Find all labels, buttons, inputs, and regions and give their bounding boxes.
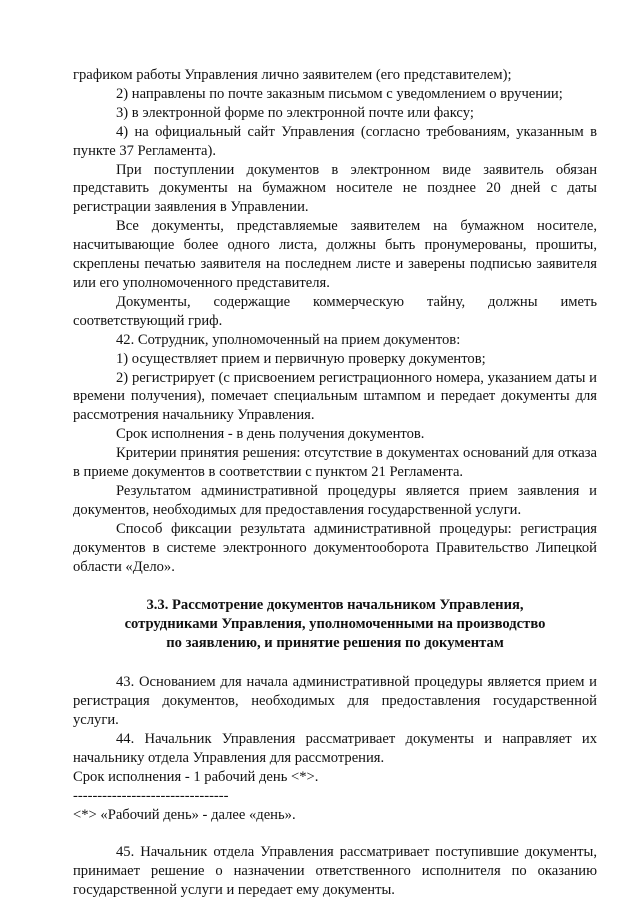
paragraph: При поступлении документов в электронном виде заявитель обязан представить документы на бумажном носителе не позднее 20 дней с даты регистрации заявления в Управлении. bbox=[73, 161, 597, 216]
paragraph: 4) на официальный сайт Управления (согласно требованиям, указанным в пункте 37 Регламента). bbox=[73, 123, 597, 159]
footnote-separator: -------------------------------- bbox=[73, 787, 229, 804]
document-page bbox=[73, 66, 597, 900]
paragraph: Срок исполнения - в день получения документов. bbox=[116, 426, 425, 443]
spacer bbox=[73, 576, 597, 596]
spacer bbox=[73, 824, 597, 843]
paragraph: 42. Сотрудник, уполномоченный на прием документов: bbox=[116, 331, 461, 348]
section-heading bbox=[73, 596, 597, 653]
paragraph: Способ фиксации результата административной процедуры: регистрация документов в системе электронного документооборота Правительство Липецкой области «Дело». bbox=[73, 520, 597, 575]
paragraph: 44. Начальник Управления рассматривает документы и направляет их начальнику отдела Управления для рассмотрения. bbox=[73, 730, 597, 766]
spacer bbox=[73, 653, 597, 673]
footnote: <*> «Рабочий день» - далее «день». bbox=[73, 806, 296, 823]
paragraph: 2) направлены по почте заказным письмом с уведомлением о вручении; bbox=[116, 85, 563, 102]
heading-line: по заявлению, и принятие решения по документам bbox=[166, 635, 504, 652]
paragraph: Срок исполнения - 1 рабочий день <*>. bbox=[73, 768, 319, 785]
paragraph: графиком работы Управления лично заявителем (его представителем); bbox=[73, 67, 512, 83]
heading-line: сотрудниками Управления, уполномоченными на производство bbox=[124, 616, 546, 633]
paragraph: Результатом административной процедуры является прием заявления и документов, необходимых для предоставления государственной услуги. bbox=[73, 482, 597, 518]
paragraph: 45. Начальник отдела Управления рассматривает поступившие документы, принимает решение о назначении ответственного исполнителя по оказанию государственной услуги и передает ему документы. bbox=[73, 844, 597, 899]
heading-line: 3.3. Рассмотрение документов начальником Управления, bbox=[146, 597, 524, 614]
paragraph: 1) осуществляет прием и первичную проверку документов; bbox=[116, 350, 486, 367]
paragraph: Критерии принятия решения: отсутствие в документах оснований для отказа в приеме документов в соответствии с пунктом 21 Регламента. bbox=[73, 445, 597, 481]
paragraph: 3) в электронной форме по электронной почте или факсу; bbox=[116, 104, 474, 121]
paragraph: 43. Основанием для начала административной процедуры является прием и регистрация документов, необходимых для предоставления государственной услуги. bbox=[73, 674, 597, 728]
paragraph: Все документы, представляемые заявителем на бумажном носителе, насчитывающие более одного листа, должны быть пронумерованы, прошиты, скреплены печатью заявителя на последнем листе и заверены подписью заявителя или его уполномоченного представителя. bbox=[73, 218, 597, 291]
paragraph: 2) регистрирует (с присвоением регистрационного номера, указанием даты и времени получения), помечает специальным штампом и передает документы для рассмотрения начальнику Управления. bbox=[73, 369, 597, 424]
paragraph: Документы, содержащие коммерческую тайну, должны иметь соответствующий гриф. bbox=[73, 293, 597, 329]
